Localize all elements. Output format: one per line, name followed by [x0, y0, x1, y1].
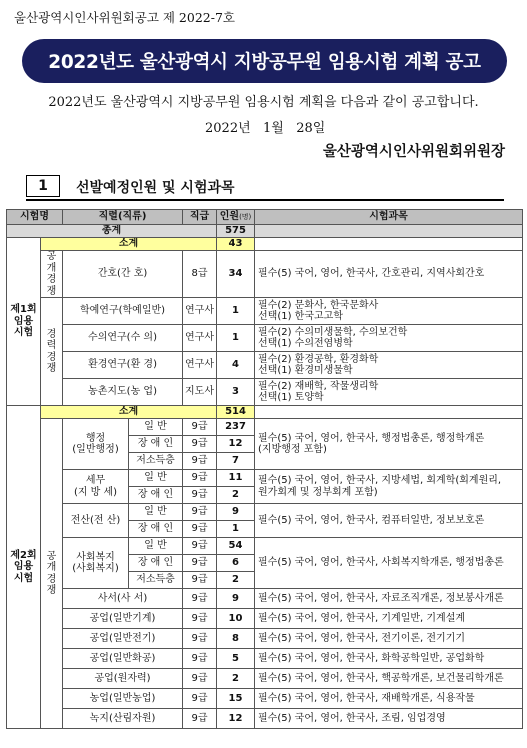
exam2-subtotal-blank	[255, 406, 523, 419]
grade-cell: 9급	[183, 504, 217, 521]
type-cell: 일 반	[129, 504, 183, 521]
count-cell: 7	[217, 453, 255, 470]
job-cell: 수의연구(수 의)	[63, 325, 183, 352]
exam1-subtotal-label: 소계	[41, 238, 217, 251]
total-label: 총계	[7, 225, 217, 238]
job-cell: 행정 (일반행정)	[63, 419, 129, 470]
header-count: 인원(명)	[217, 210, 255, 225]
job-cell: 공업(일반전기)	[63, 629, 183, 649]
table-row	[7, 629, 523, 649]
count-cell: 11	[217, 470, 255, 487]
job-cell: 환경연구(환 경)	[63, 352, 183, 379]
type-cell: 일 반	[129, 419, 183, 436]
grade-cell: 연구사	[183, 325, 217, 352]
grade-cell: 9급	[183, 555, 217, 572]
count-cell: 4	[217, 352, 255, 379]
job-cell: 농촌지도(농 업)	[63, 379, 183, 406]
grade-cell: 9급	[183, 629, 217, 649]
exam1-subtotal-row	[7, 238, 523, 251]
notice-number: 울산광역시인사위원회공고 제 2022-7호	[14, 10, 235, 25]
total-subjects	[255, 225, 523, 238]
count-cell: 2	[217, 487, 255, 504]
exam2-name: 제2회 임용 시험	[7, 406, 41, 729]
table-row	[7, 251, 523, 298]
subjects-cell: 필수(5) 국어, 영어, 한국사, 조림, 임업경영	[255, 709, 523, 729]
grade-cell: 9급	[183, 572, 217, 589]
subjects-cell: 필수(2) 문화사, 한국문화사 선택(1) 한국고고학	[255, 298, 523, 325]
grade-cell: 9급	[183, 521, 217, 538]
table-row	[7, 352, 523, 379]
grade-cell: 9급	[183, 689, 217, 709]
notice-date: 2022년 1월 28일	[205, 121, 326, 136]
table-row	[7, 538, 523, 555]
section-number: 1	[26, 175, 60, 197]
count-cell: 10	[217, 609, 255, 629]
subjects-cell: 필수(5) 국어, 영어, 한국사, 재배학개론, 식용작물	[255, 689, 523, 709]
table-row	[7, 609, 523, 629]
job-cell: 학예연구(학예일반)	[63, 298, 183, 325]
type-cell: 일 반	[129, 470, 183, 487]
type-cell: 장 애 인	[129, 436, 183, 453]
grade-cell: 지도사	[183, 379, 217, 406]
grade-cell: 9급	[183, 609, 217, 629]
total-count: 575	[217, 225, 255, 238]
subjects-cell: 필수(5) 국어, 영어, 한국사, 전기이론, 전기기기	[255, 629, 523, 649]
count-cell: 12	[217, 709, 255, 729]
section-divider	[26, 199, 504, 201]
exam2-subtotal: 514	[217, 406, 255, 419]
grade-cell: 9급	[183, 538, 217, 555]
count-cell: 3	[217, 379, 255, 406]
grade-cell: 9급	[183, 470, 217, 487]
count-cell: 54	[217, 538, 255, 555]
count-cell: 9	[217, 504, 255, 521]
subjects-cell: 필수(5) 국어, 영어, 한국사, 컴퓨터일반, 정보보호론	[255, 504, 523, 538]
job-cell: 공업(원자력)	[63, 669, 183, 689]
exam1-career-label: 경력 경쟁	[41, 298, 63, 406]
subjects-cell: 필수(5) 국어, 영어, 한국사, 기계일반, 기계설계	[255, 609, 523, 629]
type-cell: 일 반	[129, 538, 183, 555]
header-job: 직렬(직류)	[63, 210, 183, 225]
count-cell: 12	[217, 436, 255, 453]
count-cell: 9	[217, 589, 255, 609]
header-grade: 직급	[183, 210, 217, 225]
issuer: 울산광역시인사위원회위원장	[322, 144, 505, 160]
type-cell: 장 애 인	[129, 521, 183, 538]
count-cell: 5	[217, 649, 255, 669]
count-cell: 1	[217, 325, 255, 352]
intro-text: 2022년도 울산광역시 지방공무원 임용시험 계획을 다음과 같이 공고합니다.	[48, 95, 479, 110]
grade-cell: 9급	[183, 709, 217, 729]
job-cell: 간호(간 호)	[63, 251, 183, 298]
job-cell: 사서(사 서)	[63, 589, 183, 609]
count-cell: 6	[217, 555, 255, 572]
subjects-cell: 필수(2) 환경공학, 환경화학 선택(1) 환경미생물학	[255, 352, 523, 379]
exam1-name: 제1회 임용 시험	[7, 238, 41, 406]
table-body	[7, 225, 523, 729]
grade-cell: 연구사	[183, 298, 217, 325]
count-cell: 237	[217, 419, 255, 436]
job-cell: 공업(일반화공)	[63, 649, 183, 669]
subjects-cell: 필수(5) 국어, 영어, 한국사, 자료조직개론, 정보봉사개론	[255, 589, 523, 609]
recruitment-table-wrap	[6, 209, 523, 729]
exam2-subtotal-label: 소계	[41, 406, 217, 419]
count-cell: 2	[217, 572, 255, 589]
job-cell: 전산(전 산)	[63, 504, 129, 538]
section-title: 선발예정인원 및 시험과목	[76, 180, 235, 196]
grade-cell: 9급	[183, 419, 217, 436]
count-cell: 15	[217, 689, 255, 709]
count-cell: 2	[217, 669, 255, 689]
table-header-row	[7, 210, 523, 225]
subjects-cell: 필수(2) 재배학, 작물생리학 선택(1) 토양학	[255, 379, 523, 406]
exam1-open-label: 공개 경쟁	[41, 251, 63, 298]
table-row	[7, 689, 523, 709]
type-cell: 저소득층	[129, 572, 183, 589]
grade-cell: 9급	[183, 669, 217, 689]
grade-cell: 9급	[183, 487, 217, 504]
table-row	[7, 419, 523, 436]
count-cell: 1	[217, 521, 255, 538]
subjects-cell: 필수(5) 국어, 영어, 한국사, 행정법총론, 행정학개론 (지방행정 포함)	[255, 419, 523, 470]
exam2-subtotal-row	[7, 406, 523, 419]
exam2-open-label: 공개 경쟁	[41, 419, 63, 729]
job-cell: 공업(일반기계)	[63, 609, 183, 629]
header-exam: 시험명	[7, 210, 63, 225]
type-cell: 장 애 인	[129, 487, 183, 504]
table-row	[7, 298, 523, 325]
subjects-cell: 필수(2) 수의미생물학, 수의보건학 선택(1) 수의전염병학	[255, 325, 523, 352]
banner-title: 2022년도 울산광역시 지방공무원 임용시험 계획 공고	[22, 39, 507, 83]
grade-cell: 9급	[183, 453, 217, 470]
job-cell: 세무 (지 방 세)	[63, 470, 129, 504]
grade-cell: 9급	[183, 589, 217, 609]
grade-cell: 9급	[183, 649, 217, 669]
table-row	[7, 589, 523, 609]
total-row	[7, 225, 523, 238]
type-cell: 장 애 인	[129, 555, 183, 572]
recruitment-table	[6, 209, 523, 729]
job-cell: 사회복지 (사회복지)	[63, 538, 129, 589]
subjects-cell: 필수(5) 국어, 영어, 한국사, 사회복지학개론, 행정법총론	[255, 538, 523, 589]
job-cell: 농업(일반농업)	[63, 689, 183, 709]
exam1-subtotal-blank	[255, 238, 523, 251]
table-row	[7, 325, 523, 352]
header-subjects: 시험과목	[255, 210, 523, 225]
exam1-subtotal: 43	[217, 238, 255, 251]
type-cell: 저소득층	[129, 453, 183, 470]
table-row	[7, 504, 523, 521]
subjects-cell: 필수(5) 국어, 영어, 한국사, 핵공학개론, 보건물리학개론	[255, 669, 523, 689]
count-cell: 34	[217, 251, 255, 298]
table-row	[7, 709, 523, 729]
subjects-cell: 필수(5) 국어, 영어, 한국사, 간호관리, 지역사회간호	[255, 251, 523, 298]
subjects-cell: 필수(5) 국어, 영어, 한국사, 화학공학일반, 공업화학	[255, 649, 523, 669]
table-row	[7, 470, 523, 487]
count-cell: 8	[217, 629, 255, 649]
grade-cell: 8급	[183, 251, 217, 298]
grade-cell: 9급	[183, 436, 217, 453]
count-cell: 1	[217, 298, 255, 325]
table-row	[7, 669, 523, 689]
grade-cell: 연구사	[183, 352, 217, 379]
subjects-cell: 필수(5) 국어, 영어, 한국사, 지방세법, 회계학(회계원리, 원가회계 및 정부회계 포함)	[255, 470, 523, 504]
table-row	[7, 649, 523, 669]
table-row	[7, 379, 523, 406]
job-cell: 녹지(산림자원)	[63, 709, 183, 729]
